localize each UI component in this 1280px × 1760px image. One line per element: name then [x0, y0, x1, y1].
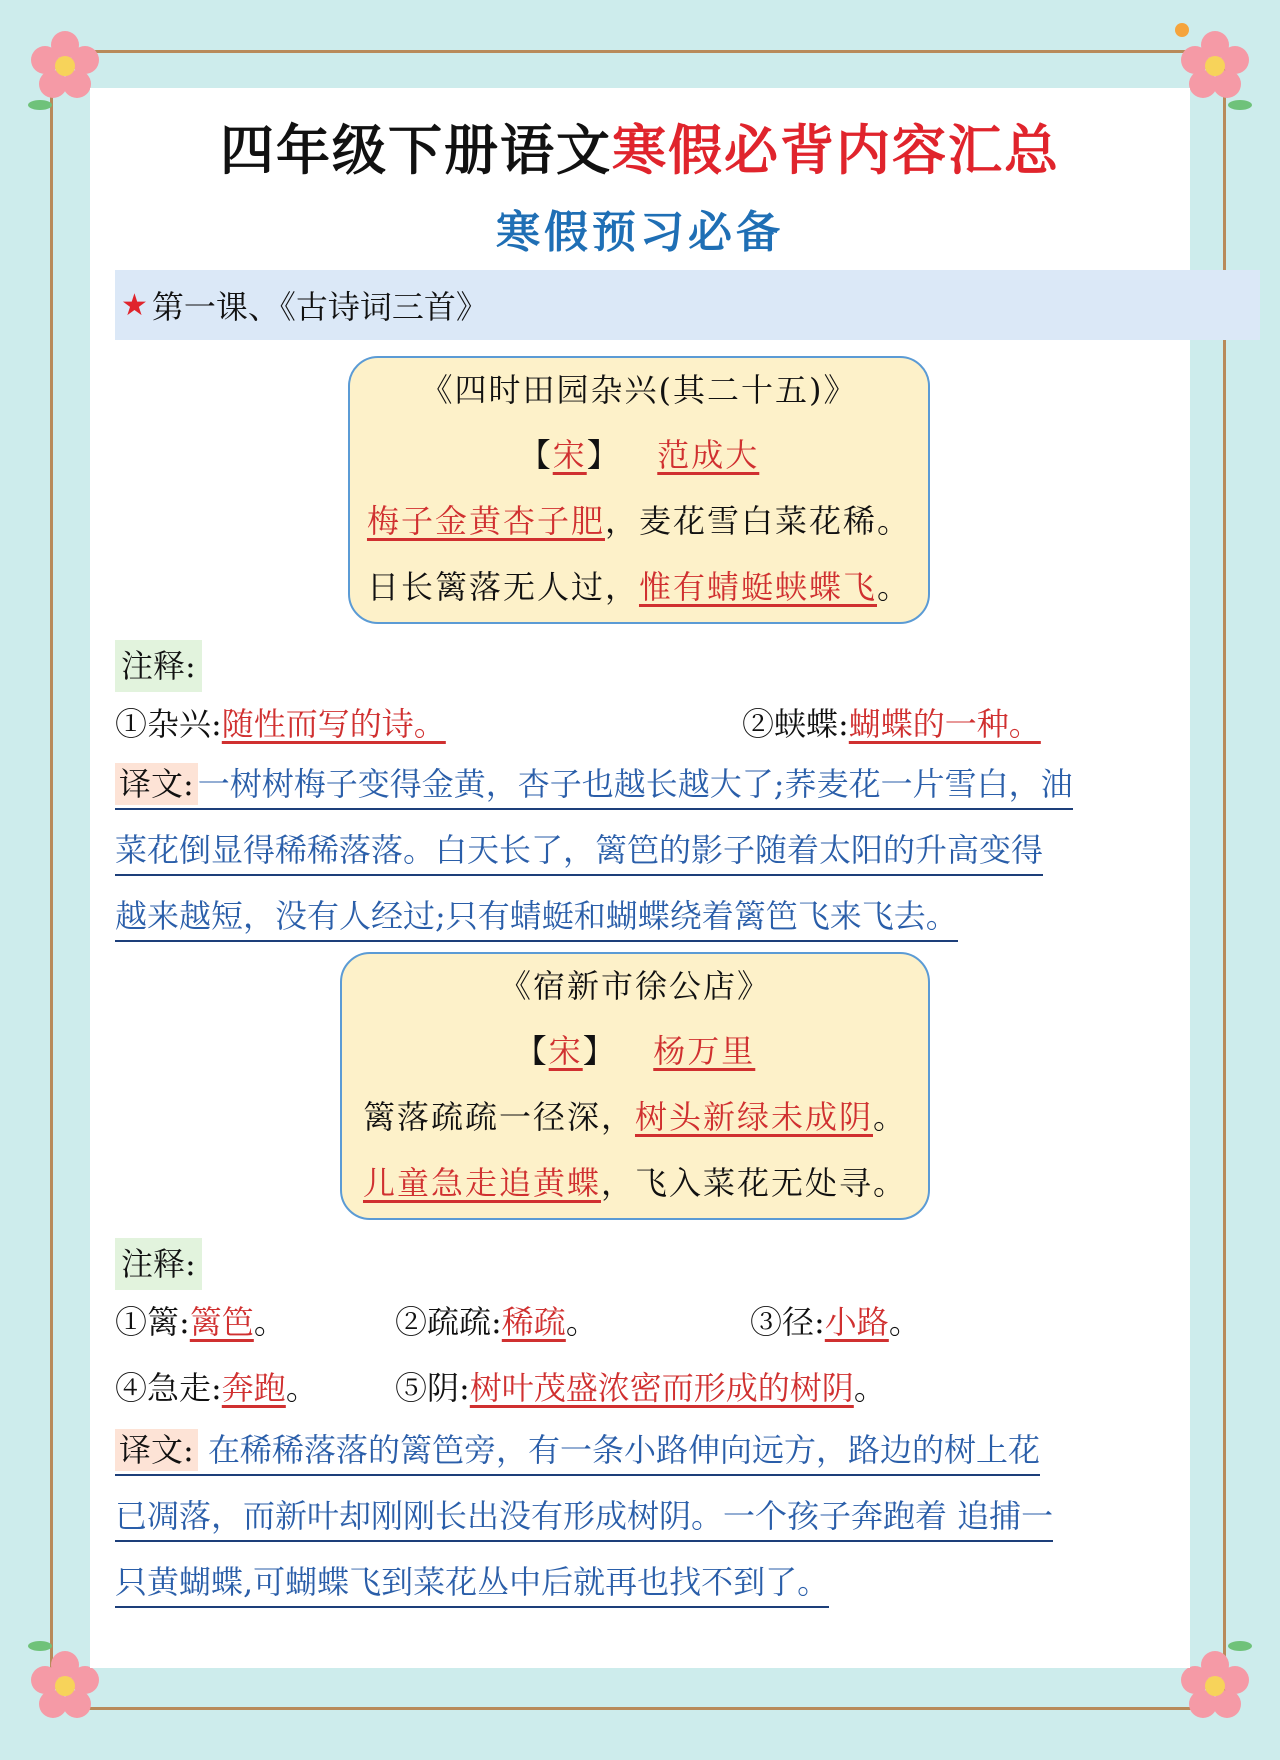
verse-text: 。: [873, 1098, 908, 1136]
note-period: 。: [253, 1303, 286, 1341]
bracket-open: 【: [514, 1032, 549, 1070]
note-definition: 稀疏: [501, 1303, 566, 1341]
verse-highlight: 梅子金黄杏子肥: [366, 502, 605, 540]
poem-verse-line: [342, 1150, 928, 1216]
poem-author-line: [350, 422, 928, 488]
bracket-close: 】: [586, 436, 621, 474]
title-black-part: 四年级下册语文: [220, 118, 612, 182]
note-item: [115, 1300, 286, 1344]
note-term: ②疏疏:: [395, 1303, 502, 1341]
note-definition: 蝴蝶的一种。: [848, 705, 1041, 743]
translation-text: 越来越短，没有人经过;只有蜻蜓和蝴蝶绕着篱笆飞来飞去。: [115, 897, 958, 935]
verse-text: 篱落疏疏一径深，: [362, 1098, 635, 1136]
poem-author: 范成大: [657, 436, 760, 474]
poem-verse-line: [350, 554, 928, 620]
title-red-part: 寒假必背内容汇总: [612, 118, 1060, 182]
translation-line: [115, 1428, 1040, 1476]
verse-text: ，: [604, 502, 639, 540]
translation-line: [115, 1560, 829, 1608]
translation-line: [115, 894, 958, 942]
poem-verse-line: [350, 488, 928, 554]
lesson-heading: [115, 270, 1260, 340]
lesson-label: 第一课、《古诗词三首》: [151, 288, 488, 326]
page-title: [90, 108, 1190, 185]
note-item: [115, 1366, 318, 1410]
verse-text: 日长篱落无人过，: [366, 568, 639, 606]
poem-dynasty: 宋: [552, 436, 587, 474]
poem-dynasty: 宋: [548, 1032, 583, 1070]
verse-highlight: 惟有蜻蜓蛱蝶飞: [638, 568, 877, 606]
translation-line: [115, 762, 1073, 810]
note-definition: 小路: [824, 1303, 889, 1341]
notes-label: 注释:: [115, 640, 202, 692]
translation-label: 译文:: [115, 1429, 198, 1471]
bracket-close: 】: [582, 1032, 617, 1070]
poem-title: 《四时田园杂兴(其二十五)》: [420, 371, 858, 409]
translation-text: 菜花倒显得稀稀落落。白天长了，篱笆的影子随着太阳的升高变得: [115, 831, 1044, 869]
note-item: [395, 1300, 598, 1344]
verse-text: 。: [877, 568, 912, 606]
poem-card-1: [348, 356, 930, 624]
translation-text: 一树树梅子变得金黄，杏子也越长越大了;荞麦花一片雪白，油: [197, 765, 1073, 803]
note-period: 。: [565, 1303, 598, 1341]
verse-highlight: 树头新绿未成阴: [634, 1098, 873, 1136]
poem-card-2: [340, 952, 930, 1220]
star-icon: ★: [121, 287, 148, 323]
translation-text: 只黄蝴蝶,可蝴蝶飞到菜花丛中后就再也找不到了。: [115, 1563, 830, 1601]
note-term: ③径:: [750, 1303, 825, 1341]
content-sheet: [90, 88, 1190, 1668]
note-term: ①杂兴:: [115, 705, 222, 743]
verse-text: ，飞入菜花无处寻。: [601, 1164, 908, 1202]
translation-line: [115, 828, 1043, 876]
note-term: ④急走:: [115, 1369, 222, 1407]
note-term: ②蛱蝶:: [742, 705, 849, 743]
poem-author: 杨万里: [653, 1032, 756, 1070]
poem-author-line: [342, 1018, 928, 1084]
verse-highlight: 儿童急走追黄蝶: [362, 1164, 601, 1202]
bracket-open: 【: [518, 436, 553, 474]
note-item: [395, 1366, 886, 1410]
note-period: 。: [853, 1369, 886, 1407]
translation-line: [115, 1494, 1053, 1542]
note-term: ①篱:: [115, 1303, 190, 1341]
notes-label: 注释:: [115, 1238, 202, 1290]
verse-text: 麦花雪白菜花稀。: [639, 502, 912, 540]
note-definition: 随性而写的诗。: [221, 705, 446, 743]
note-item: [750, 1300, 921, 1344]
poem-verse-line: [342, 1084, 928, 1150]
note-item: [742, 702, 1041, 746]
note-definition: 树叶茂盛浓密而形成的树阴: [469, 1369, 854, 1407]
note-term: ⑤阴:: [395, 1369, 470, 1407]
note-period: 。: [888, 1303, 921, 1341]
note-definition: 奔跑: [221, 1369, 286, 1407]
page-subtitle: 寒假预习必备: [496, 207, 784, 258]
poem-title: 《宿新市徐公店》: [498, 967, 771, 1005]
translation-text: 在稀稀落落的篱笆旁，有一条小路伸向远方，路边的树上花: [207, 1431, 1040, 1469]
note-definition: 篱笆: [189, 1303, 254, 1341]
translation-text: 已凋落，而新叶却刚刚长出没有形成树阴。一个孩子奔跑着 追捕一: [115, 1497, 1054, 1535]
translation-label: 译文:: [115, 763, 198, 805]
note-period: 。: [285, 1369, 318, 1407]
note-item: [115, 702, 446, 746]
